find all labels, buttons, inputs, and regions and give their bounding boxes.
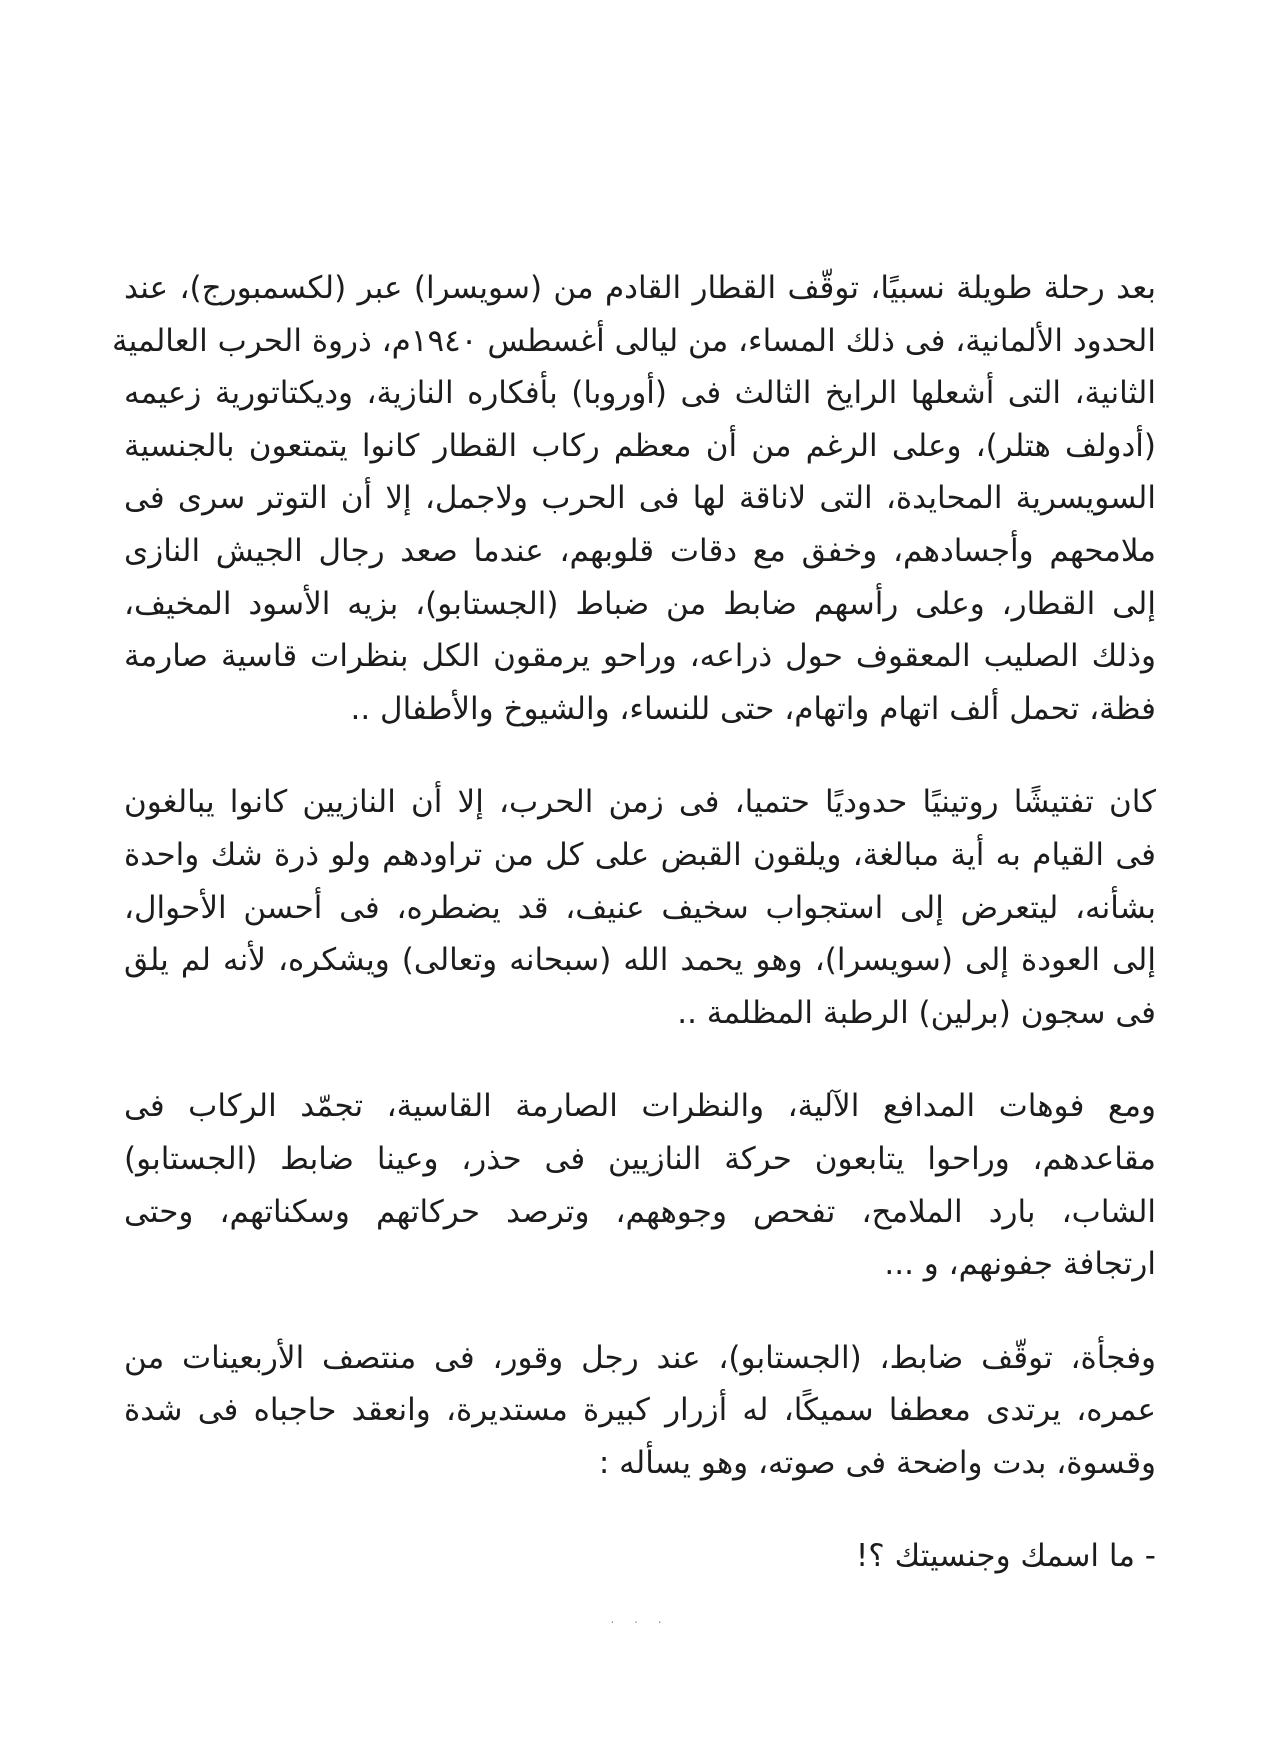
text-line: الثانية، التى أشعلها الرايخ الثالث فى (أوروبا) بأفكاره النازية، وديكتاتورية زعيمه [124,375,1156,412]
text-line: عمره، يرتدى معطفا سميكًا، له أزرار كبيرة مستديرة، وانعقد حاجباه فى شدة [124,1392,1156,1429]
text-line: (أدولف هتلر)، وعلى الرغم من أن معظم ركاب القطار كانوا يتمتعون بالجنسية [124,427,1156,464]
text-line: وذلك الصليب المعقوف حول ذراعه، وراحو يرمقون الكل بنظرات قاسية صارمة [124,638,1156,675]
text-line: إلى القطار، وعلى رأسهم ضابط من ضباط (الجستابو)، بزيه الأسود المخيف، [124,585,1156,622]
text-line: فى القيام به أية مبالغة، ويلقون القبض على كل من تراودهم ولو ذرة شك واحدة [124,836,1156,873]
text-line: بشأنه، ليتعرض إلى استجواب سخيف عنيف، قد يضطره، فى أحسن الأحوال، [124,889,1156,926]
paragraph [111,262,1156,735]
text-line: مقاعدهم، وراحوا يتابعون حركة النازيين فى حذر، وعينا ضابط (الجستابو) [124,1140,1156,1177]
paragraph [124,776,1156,1039]
dialogue-paragraph [124,1530,1156,1583]
document-page [111,262,1156,1624]
text-line: الشاب، بارد الملامح، تفحص وجوههم، وترصد حركاتهم وسكناتهم، وحتى [124,1193,1156,1230]
text-line: كان تفتيشًا روتينيًا حدوديًا حتميا، فى زمن الحرب، إلا أن النازيين كانوا يبالغون [124,784,1156,821]
text-line: فظة، تحمل ألف اتهام واتهام، حتى للنساء، والشيوخ والأطفال .. [350,690,1156,727]
page-footer-marks: . . . [610,1612,670,1626]
text-line: فى سجون (برلين) الرطبة المظلمة .. [677,994,1156,1031]
dialogue-line: - ما اسمك وجنسيتك ؟! [855,1538,1156,1575]
text-line: السويسرية المحايدة، التى لاناقة لها فى الحرب ولاجمل، إلا أن التوتر سرى فى [124,480,1156,517]
text-line: وفجأة، توقّف ضابط، (الجستابو)، عند رجل وقور، فى منتصف الأربعينات من [124,1339,1156,1376]
paragraph [124,1080,1156,1290]
text-line: وقسوة، بدت واضحة فى صوته، وهو يسأله : [598,1444,1156,1481]
paragraph [124,1332,1156,1490]
text-line: ملامحهم وأجسادهم، وخفق مع دقات قلوبهم، عندما صعد رجال الجيش النازى [124,532,1156,569]
text-line: بعد رحلة طويلة نسبيًا، توقّف القطار القادم من (سويسرا) عبر (لكسمبورج)، عند [124,270,1156,306]
text-line: ومع فوهات المدافع الآلية، والنظرات الصارمة القاسية، تجمّد الركاب فى [124,1088,1156,1125]
text-line: إلى العودة إلى (سويسرا)، وهو يحمد الله (سبحانه وتعالى) ويشكره، لأنه لم يلق [124,942,1156,979]
text-line: الحدود الألمانية، فى ذلك المساء، من ليالى أغسطس ١٩٤٠م، ذروة الحرب العالمية [111,322,1156,359]
text-line: ارتجافة جفونهم، و ... [884,1246,1156,1283]
